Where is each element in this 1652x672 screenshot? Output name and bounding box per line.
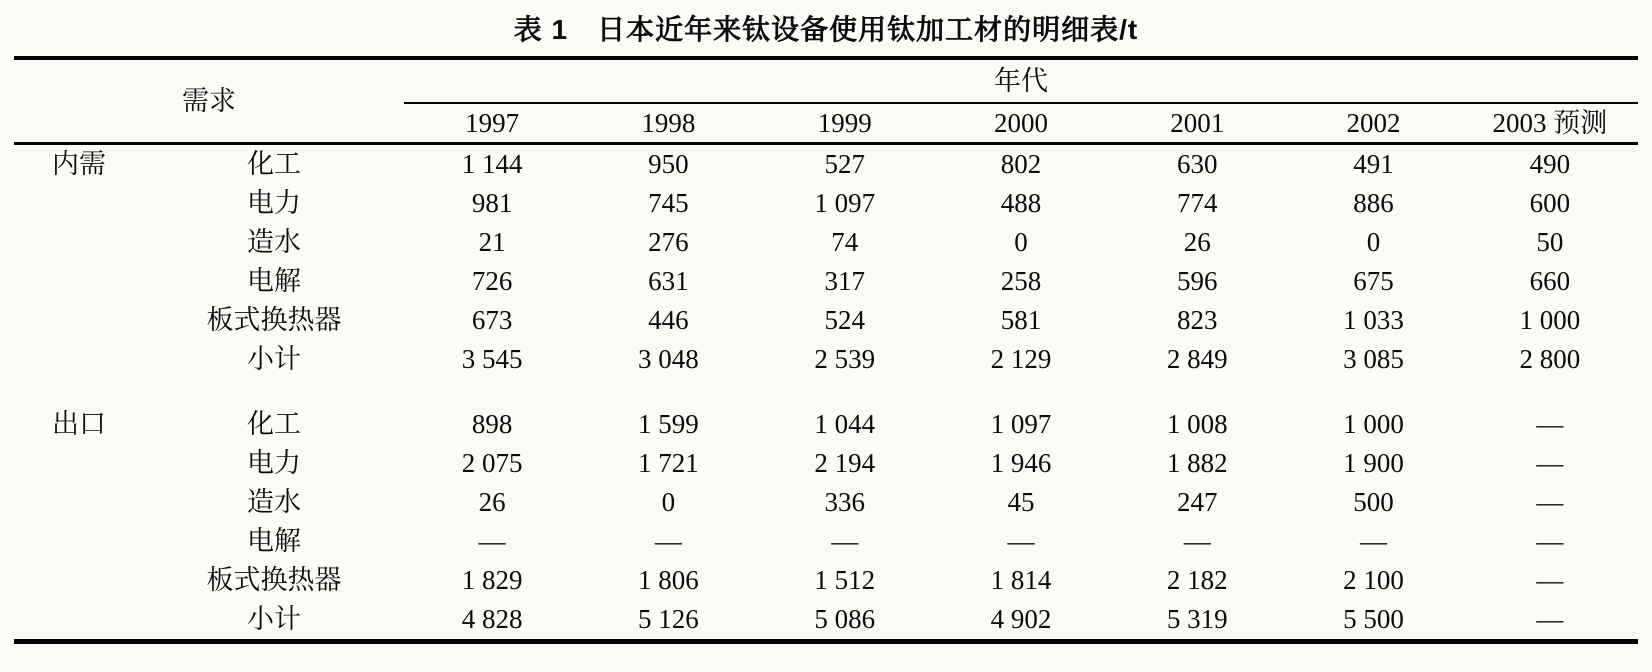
value-cell: 0 [1014,227,1028,257]
group-label-cell [14,522,144,561]
year-column-header: 1997 [404,103,580,144]
value-cell: 981 [471,188,513,218]
group-label-cell [14,223,144,262]
category-cell: 电力 [247,188,301,218]
value-cell: 631 [648,266,689,296]
value-cell: 596 [1177,266,1218,296]
category-cell: 化工 [247,409,301,439]
value-cell: 5 319 [1166,604,1228,634]
group-label-cell [14,483,144,522]
table-row [14,405,1638,444]
value-cell: 2 075 [461,448,523,478]
value-cell: 774 [1177,188,1218,218]
year-column-header: 2001 [1109,103,1285,144]
value-cell: 21 [478,227,506,257]
group-label-cell: 内需 [52,149,106,179]
value-cell: — [1536,409,1564,439]
group-label-cell [14,600,144,642]
value-cell: 823 [1177,305,1218,335]
value-cell: 745 [648,188,689,218]
value-cell: 1 000 [1343,409,1404,439]
value-cell: 630 [1177,149,1218,179]
value-cell: 3 048 [638,344,699,374]
value-cell: — [1536,526,1564,556]
value-cell: 488 [1000,188,1042,218]
value-cell: 802 [1000,149,1042,179]
year-column-header: 2002 [1285,103,1461,144]
value-cell: 4 828 [461,604,523,634]
value-cell: — [1007,526,1035,556]
value-cell: 1 097 [814,188,876,218]
value-cell: 276 [648,227,689,257]
value-cell: 950 [648,149,689,179]
year-column-header: 1998 [580,103,756,144]
table-row [14,444,1638,483]
group-label-cell [14,561,144,600]
value-cell: 0 [661,487,676,517]
titanium-usage-table [14,56,1638,644]
value-cell: 581 [1000,305,1042,335]
header-row-era [14,58,1638,103]
value-cell: 2 129 [990,344,1052,374]
value-cell: 898 [471,409,513,439]
table-body [14,144,1638,642]
value-cell: 26 [1183,227,1211,257]
category-cell: 板式换热器 [206,565,342,595]
value-cell: 2 100 [1343,565,1404,595]
value-cell: 1 008 [1166,409,1228,439]
value-cell: — [654,526,682,556]
value-cell: 3 545 [461,344,523,374]
value-cell: 446 [648,305,689,335]
group-label-cell [14,301,144,340]
category-cell: 电解 [247,266,301,296]
group-label-cell: 出口 [52,409,106,439]
header-demand: 需求 [14,58,404,144]
value-cell: 600 [1529,188,1571,218]
value-cell: 317 [824,266,865,296]
group-label-cell [14,184,144,223]
value-cell: 2 800 [1519,344,1581,374]
year-column-header: 2003 预测 [1462,103,1638,144]
table-row [14,144,1638,185]
value-cell: 490 [1529,149,1571,179]
value-cell: 258 [1000,266,1042,296]
table-row [14,262,1638,301]
value-cell: 675 [1353,266,1394,296]
value-cell: 5 086 [814,604,876,634]
group-label-cell [14,444,144,483]
value-cell: 1 599 [638,409,699,439]
table-row [14,301,1638,340]
value-cell: 3 085 [1343,344,1404,374]
value-cell: 1 814 [990,565,1052,595]
value-cell: 1 882 [1166,448,1228,478]
value-cell: 2 182 [1166,565,1228,595]
value-cell: 0 [1366,227,1381,257]
value-cell: 1 000 [1519,305,1581,335]
value-cell: — [1536,487,1564,517]
category-cell: 小计 [247,344,301,374]
table-row [14,600,1638,642]
value-cell: 491 [1353,149,1394,179]
year-column-header: 2000 [933,103,1109,144]
value-cell: 5 126 [638,604,699,634]
value-cell: 1 900 [1343,448,1404,478]
value-cell: 527 [824,149,865,179]
value-cell: 74 [831,227,859,257]
category-cell: 电解 [247,526,301,556]
value-cell: 1 144 [461,149,523,179]
value-cell: 1 512 [814,565,876,595]
category-cell: 板式换热器 [206,305,342,335]
value-cell: 1 721 [638,448,699,478]
value-cell: 1 044 [814,409,876,439]
value-cell: 1 829 [461,565,523,595]
value-cell: — [1536,565,1564,595]
value-cell: — [478,526,506,556]
table-row [14,340,1638,379]
value-cell: 886 [1353,188,1394,218]
value-cell: 2 539 [814,344,876,374]
header-era: 年代 [404,58,1638,103]
value-cell: — [1536,604,1564,634]
group-label-cell [14,262,144,301]
value-cell: 726 [471,266,513,296]
value-cell: — [1183,526,1211,556]
value-cell: 247 [1177,487,1218,517]
section-gap [14,379,1638,405]
value-cell: 45 [1007,487,1035,517]
value-cell: — [1536,448,1564,478]
table-row [14,561,1638,600]
category-cell: 造水 [247,227,301,257]
value-cell: 336 [824,487,865,517]
value-cell: 660 [1529,266,1571,296]
value-cell: 500 [1353,487,1394,517]
value-cell: — [831,526,859,556]
category-cell: 小计 [247,604,301,634]
year-column-header: 1999 [757,103,933,144]
value-cell: 2 849 [1166,344,1228,374]
value-cell: 2 194 [814,448,876,478]
category-cell: 电力 [247,448,301,478]
value-cell: 1 946 [990,448,1052,478]
value-cell: 1 806 [638,565,699,595]
value-cell: 673 [471,305,513,335]
value-cell: 26 [478,487,506,517]
table-row [14,522,1638,561]
table-caption: 表 1 日本近年来钛设备使用钛加工材的明细表/t [513,14,1139,45]
value-cell: 1 033 [1343,305,1404,335]
category-cell: 造水 [247,487,301,517]
value-cell: 50 [1536,227,1564,257]
value-cell: — [1360,526,1388,556]
value-cell: 4 902 [990,604,1052,634]
table-row [14,184,1638,223]
table-row [14,483,1638,522]
category-cell: 化工 [247,149,301,179]
table-row [14,223,1638,262]
value-cell: 524 [824,305,865,335]
group-label-cell [14,340,144,379]
value-cell: 1 097 [990,409,1052,439]
value-cell: 5 500 [1343,604,1404,634]
